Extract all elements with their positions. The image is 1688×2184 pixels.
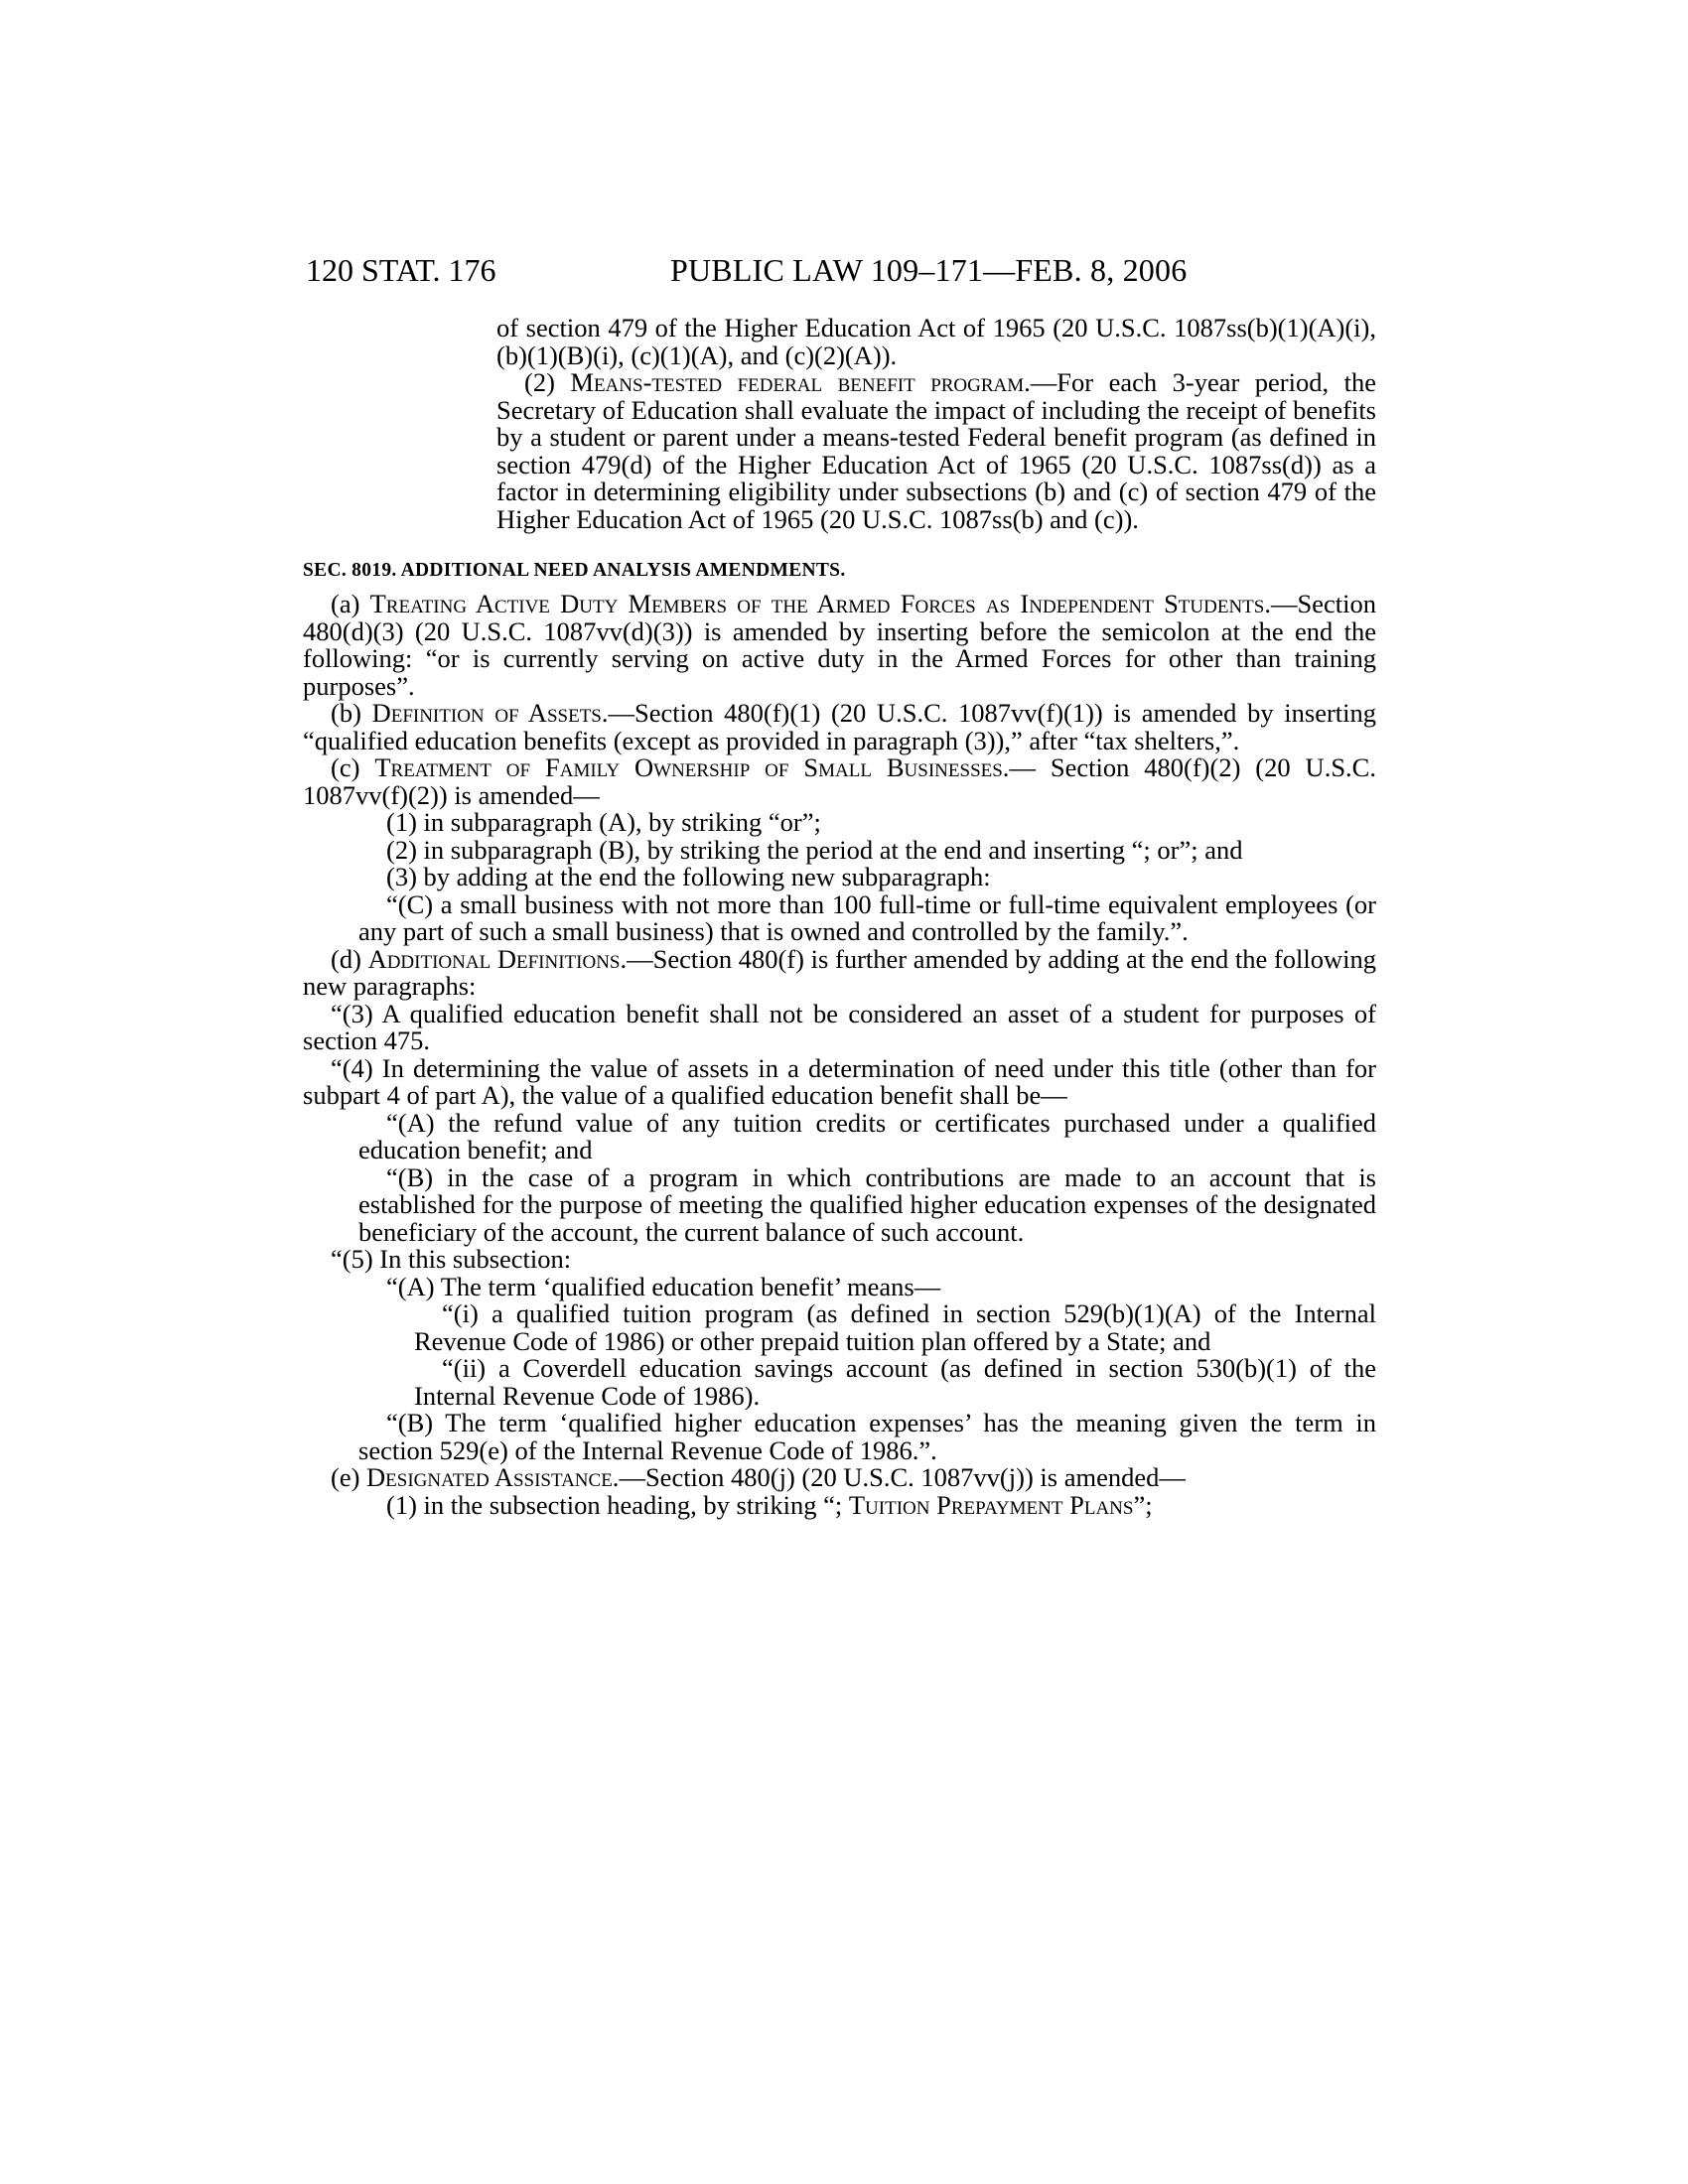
quoted-paragraph-3: “(3) A qualified education benefit shall not be considered an asset of a student for purposes of section 475. [303,998,1376,1055]
paragraph-e1-end: ”; [1133,1489,1153,1520]
quoted-subparagraph-5b: “(B) The term ‘qualified higher education expenses’ has the meaning given the term in section 529(e) of the Internal Revenue Code of 1986.”. [358,1408,1376,1465]
paragraph-e1 [358,1489,1376,1520]
subsection-e-label: (e) [331,1462,367,1492]
quoted-paragraph-4: “(4) In determining the value of assets in a determination of need under this title (other than for subpart 4 of part A), the value of a qualified education benefit shall be— [303,1052,1376,1110]
subsection-d [303,943,1376,1001]
statute-reference: 120 STAT. 176 [306,252,496,288]
section-heading: SEC. 8019. ADDITIONAL NEED ANALYSIS AMENDMENTS. [303,560,846,581]
paragraph-c1: (1) in subparagraph (A), by striking “or”; [386,807,821,837]
subsection-b-label: (b) [331,698,372,728]
subsection-b-heading: Definition of Assets. [371,698,609,728]
subsection-c-label: (c) [331,752,375,782]
law-title: PUBLIC LAW 109–171—FEB. 8, 2006 [670,252,1188,288]
continuation-paragraph: of section 479 of the Higher Education Act of 1965 (20 U.S.C. 1087ss(b)(1)(A)(i), (b)(1)(B)(i), (c)(1)(A), and (c)(2)(A)). [496,313,1376,370]
paragraph-e1-text: (1) in the subsection heading, by striking “; [386,1489,849,1520]
subsection-e-text: —Section 480(j) (20 U.S.C. 1087vv(j)) is amended— [619,1462,1186,1492]
paragraph-e1-struck-heading: Tuition Prepayment Plans [848,1489,1134,1520]
paragraph-c3: (3) by adding at the end the following new subparagraph: [386,862,991,891]
quoted-subparagraph-c: “(C) a small business with not more than 100 full-time or full-time equivalent employees (or any part of such a small business) that is owned and controlled by the family.”. [358,888,1376,946]
paragraph-2 [496,369,1376,533]
paragraph-2-text: —For each 3-year period, the Secretary of Education shall evaluate the impact of including the receipt of benefits by a student or parent under a means-tested Federal benefit program (as defined in section 479(d) of the Higher Education Act of 1965 (20 U.S.C. 1087ss(d)) as a factor in determining eligibility under subsections (b) and (c) of section 479 of the Higher Education Act of 1965 (20 U.S.C. 1087ss(b) and (c)). [496,367,1376,534]
subsection-a [303,591,1376,700]
subsection-a-heading: Treating Active Duty Members of the Armed Forces as Independent Students. [369,589,1271,618]
quoted-clause-5a-ii: “(ii) a Coverdell education savings account (as defined in section 530(b)(1) of the Internal Revenue Code of 1986). [414,1353,1376,1411]
running-head [306,248,1354,292]
subsection-a-text: —Section 480(d)(3) (20 U.S.C. 1087vv(d)(3)) is amended by inserting before the semicolon at the end the following: “or is currently serving on active duty in the Armed Forces for other than training purposes”. [303,589,1376,701]
subsection-c-text: — Section 480(f)(2) (20 U.S.C. 1087vv(f)(2)) is amended— [303,752,1376,810]
quoted-subparagraph-5a: “(A) The term ‘qualified education benefit’ means— [386,1271,941,1301]
paragraph-c2: (2) in subparagraph (B), by striking the period at the end and inserting “; or”; and [386,834,1243,865]
section-body [303,591,1376,1519]
quoted-subparagraph-4a: “(A) the refund value of any tuition credits or certificates purchased under a qualified education benefit; and [358,1107,1376,1164]
subsection-d-label: (d) [331,943,368,974]
quoted-clause-5a-i: “(i) a qualified tuition program (as defined in section 529(b)(1)(A) of the Internal Revenue Code of 1986) or other prepaid tuition plan offered by a State; and [414,1298,1376,1356]
subsection-d-text: —Section 480(f) is further amended by adding at the end the following new paragraphs: [303,943,1376,1001]
quoted-paragraph-5: “(5) In this subsection: [331,1244,572,1274]
paragraph-2-heading: (2) Means-tested federal benefit program. [524,367,1031,397]
page-body [303,313,1377,1520]
subsection-a-label: (a) [331,589,370,618]
subsection-c-heading: Treatment of Family Ownership of Small Businesses. [374,752,1010,782]
subsection-e [303,1464,1376,1492]
quoted-subparagraph-4b: “(B) in the case of a program in which contributions are made to an account that is established for the purpose of meeting the qualified higher education expenses of the designated beneficiary of the account, the current balance of such account. [358,1161,1376,1247]
subsection-c [303,754,1376,809]
subsection-e-heading: Designated Assistance. [366,1462,620,1492]
subsection-b [303,700,1376,754]
subsection-d-heading: Additional Definitions. [367,943,628,974]
subsection-b-text: —Section 480(f)(1) (20 U.S.C. 1087vv(f)(1)) is amended by inserting “qualified education benefits (except as provided in paragraph (3)),” after “tax shelters,”. [303,698,1377,755]
